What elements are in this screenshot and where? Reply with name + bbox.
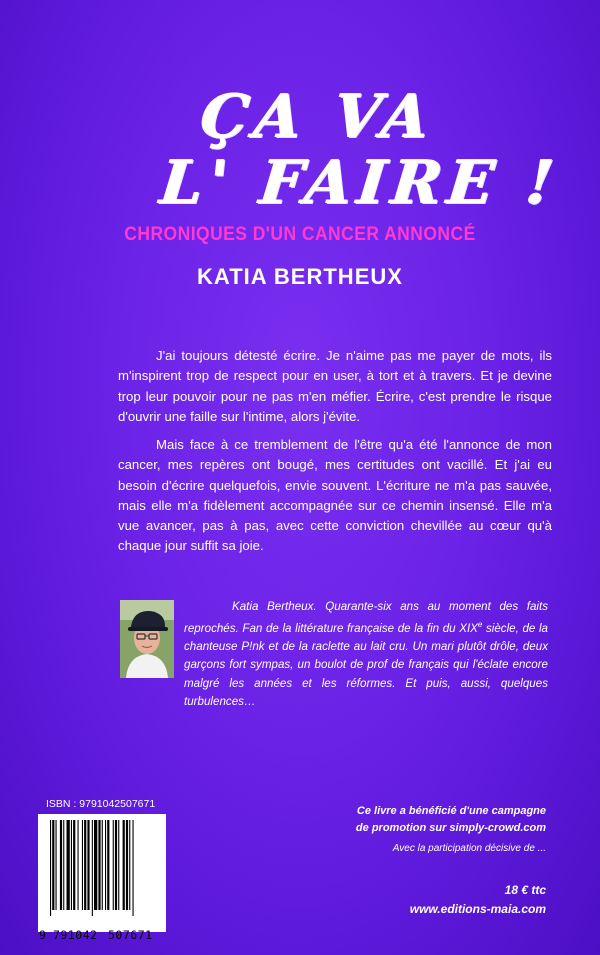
author-bio-text: Katia Bertheux. Quarante-six ans au moment des faits reprochés. Fan de la littérature française de la fin du XIX <box>184 600 548 636</box>
blurb-paragraph-1: J'ai toujours détesté écrire. Je n'aime pas me payer de mots, ils m'inspirent trop de respect pour en user, à tort et à travers. Et je devine trop leur pouvoir pour ne pas m'en méfier. Écrire, c'est prendre le risque d'ouvrir une faille sur l'intime, alors j'évite. <box>118 348 552 424</box>
author-portrait-icon <box>120 600 174 678</box>
blurb-paragraph-2: Mais face à ce tremblement de l'être qu'a été l'annonce de mon cancer, mes repères ont bougé, mes certitudes ont vacillé. Et j'ai eu besoin d'écrire quelquefois, envie souvent. L'écriture ne m'a pas sauvée, mais elle m'a fidèlement accompagnée sur ce chemin insensé. Elle m'a vue avancer, pas à pas, avec cette conviction chevillée au cœur qu'à chaque jour suffit sa joie. <box>118 437 552 554</box>
barcode-digit-group-1: 791042 <box>53 928 98 942</box>
barcode-digit-group-2: 507671 <box>108 928 153 942</box>
price: 18 € ttc <box>504 883 546 897</box>
barcode <box>38 814 166 942</box>
book-title-line-2: L' FAIRE ! <box>157 148 563 218</box>
participation-note: Avec la participation décisive de ... <box>392 843 546 854</box>
book-title-line-1: ÇA VA <box>197 82 439 152</box>
campaign-note <box>286 803 546 837</box>
book-subtitle: CHRONIQUES D'UN CANCER ANNONCÉ <box>124 224 476 245</box>
author-bio <box>184 598 548 711</box>
isbn-label: ISBN : 9791042507671 <box>46 798 156 810</box>
publisher-website: www.editions-maia.com <box>409 902 546 916</box>
century-superscript: e <box>477 620 483 630</box>
campaign-line-1: Ce livre a bénéficié d'une campagne <box>356 805 546 817</box>
campaign-line-2: de promotion sur simply-crowd.com <box>355 822 546 834</box>
barcode-icon <box>38 814 166 932</box>
author-name: KATIA BERTHEUX <box>197 264 403 289</box>
barcode-digit-first: 9 <box>39 928 47 942</box>
author-photo <box>120 600 174 678</box>
author-bio-text-continued: siècle, de la chanteuse P!nk et de la raclette au lait cru. Un mari plutôt drôle, deux garçons fort sympas, un boulot de prof de français qui l'éclate encore malgré les années et les réformes. Et puis, aussi, quelques turbulences… <box>184 622 548 708</box>
